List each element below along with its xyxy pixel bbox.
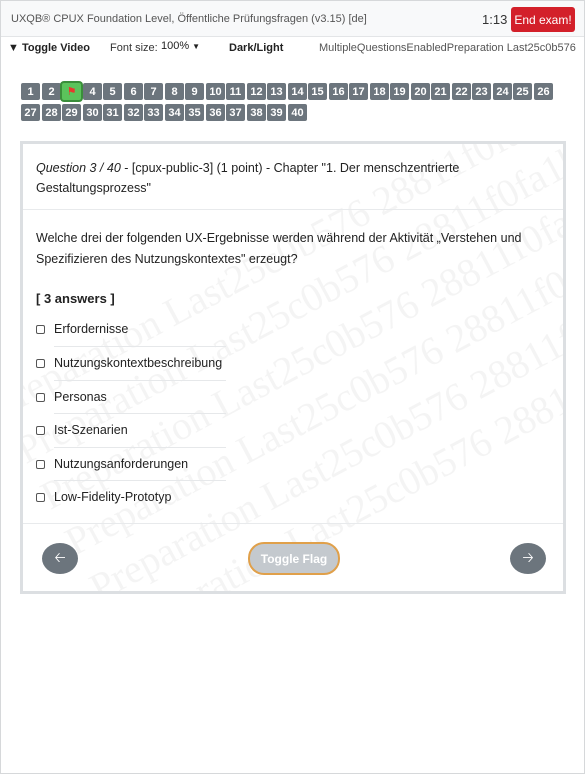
question-number: Question 3 / 40 xyxy=(36,161,121,175)
question-nav-button-27[interactable]: 27 xyxy=(21,104,40,121)
question-meta: - [cpux-public-3] (1 point) - Chapter "1. Der menschzentrierte Gestaltungsprozess" xyxy=(36,161,460,195)
question-nav-button-30[interactable]: 30 xyxy=(83,104,102,121)
checkbox[interactable] xyxy=(36,325,45,334)
question-nav-button-4[interactable]: 4 xyxy=(83,83,102,100)
question-nav-button-36[interactable]: 36 xyxy=(206,104,225,121)
question-nav-button-1[interactable]: 1 xyxy=(21,83,40,100)
question-nav-button-37[interactable]: 37 xyxy=(226,104,245,121)
question-nav-button-16[interactable]: 16 xyxy=(329,83,348,100)
next-question-button[interactable] xyxy=(510,543,546,574)
divider xyxy=(23,523,563,524)
answers-count: [ 3 answers ] xyxy=(36,291,115,306)
question-nav-button-40[interactable]: 40 xyxy=(288,104,307,121)
toggle-video-button[interactable]: ▼ Toggle Video xyxy=(8,42,90,54)
question-header xyxy=(23,144,563,210)
answer-option[interactable] xyxy=(36,312,226,346)
question-nav-button-25[interactable]: 25 xyxy=(513,83,532,100)
question-nav-button-29[interactable]: 29 xyxy=(62,104,81,121)
checkbox[interactable] xyxy=(36,359,45,368)
question-nav-button-26[interactable]: 26 xyxy=(534,83,553,100)
answer-label: Low-Fidelity-Prototyp xyxy=(54,490,172,504)
exam-title: UXQB® CPUX Foundation Level, Öffentliche Prüfungsfragen (v3.15) [de] xyxy=(11,13,367,25)
question-nav-button-3[interactable] xyxy=(62,83,81,100)
timer: 1:13 xyxy=(482,12,508,27)
question-nav-button-19[interactable]: 19 xyxy=(390,83,409,100)
end-exam-button[interactable]: End exam! xyxy=(511,7,575,32)
checkbox[interactable] xyxy=(36,493,45,502)
question-nav-button-2[interactable]: 2 xyxy=(42,83,61,100)
question-nav-button-24[interactable]: 24 xyxy=(493,83,512,100)
answer-option[interactable] xyxy=(36,447,226,481)
dark-light-toggle[interactable]: Dark/Light xyxy=(229,42,284,54)
previous-question-button[interactable] xyxy=(42,543,78,574)
question-card xyxy=(20,141,566,594)
question-nav-button-20[interactable]: 20 xyxy=(411,83,430,100)
question-text: Welche drei der folgenden UX-Ergebnisse werden während der Aktivität „Verstehen und Spezifizieren des Nutzungskontextes" erzeugt? xyxy=(36,231,522,266)
session-id: MultipleQuestionsEnabledPreparation Last25c0b576 xyxy=(319,42,576,54)
question-nav-button-14[interactable]: 14 xyxy=(288,83,307,100)
question-nav-button-13[interactable]: 13 xyxy=(267,83,286,100)
answer-label: Erfordernisse xyxy=(54,322,129,336)
answer-option[interactable] xyxy=(36,380,226,414)
question-nav-button-11[interactable]: 11 xyxy=(226,83,245,100)
question-nav-button-33[interactable]: 33 xyxy=(144,104,163,121)
question-nav-button-28[interactable]: 28 xyxy=(42,104,61,121)
chevron-down-icon: ▼ xyxy=(192,41,201,51)
question-nav-button-12[interactable]: 12 xyxy=(247,83,266,100)
checkbox[interactable] xyxy=(36,426,45,435)
toggle-flag-button[interactable]: Toggle Flag xyxy=(248,542,340,575)
answer-label: Nutzungsanforderungen xyxy=(54,457,189,471)
answer-label: Ist-Szenarien xyxy=(54,423,128,437)
checkbox[interactable] xyxy=(36,393,45,402)
answer-label: Personas xyxy=(54,390,107,404)
question-nav-button-7[interactable]: 7 xyxy=(144,83,163,100)
answer-option[interactable] xyxy=(36,480,226,514)
question-nav-button-17[interactable]: 17 xyxy=(349,83,368,100)
answer-label: Nutzungskontextbeschreibung xyxy=(54,356,223,370)
question-nav-button-34[interactable]: 34 xyxy=(165,104,184,121)
toolbar xyxy=(1,37,584,59)
question-nav-button-18[interactable]: 18 xyxy=(370,83,389,100)
font-size-label: Font size: xyxy=(110,42,158,54)
question-nav-button-21[interactable]: 21 xyxy=(431,83,450,100)
question-nav-button-8[interactable]: 8 xyxy=(165,83,184,100)
question-nav-button-10[interactable]: 10 xyxy=(206,83,225,100)
font-size-select[interactable] xyxy=(161,40,200,52)
question-nav-button-5[interactable]: 5 xyxy=(103,83,122,100)
top-bar xyxy=(1,1,584,37)
question-nav-button-32[interactable]: 32 xyxy=(124,104,143,121)
arrow-left-icon: 🡠 xyxy=(54,548,66,565)
question-nav-button-38[interactable]: 38 xyxy=(247,104,266,121)
checkbox[interactable] xyxy=(36,460,45,469)
arrow-right-icon: 🡢 xyxy=(522,548,534,565)
question-nav-button-31[interactable]: 31 xyxy=(103,104,122,121)
font-size-value: 100% xyxy=(161,40,190,52)
question-nav-button-35[interactable]: 35 xyxy=(185,104,204,121)
question-nav-button-6[interactable]: 6 xyxy=(124,83,143,100)
question-nav-button-39[interactable]: 39 xyxy=(267,104,286,121)
question-nav-button-15[interactable]: 15 xyxy=(308,83,327,100)
flag-icon: ⚑ xyxy=(66,86,77,98)
question-nav-button-23[interactable]: 23 xyxy=(472,83,491,100)
question-nav-button-9[interactable]: 9 xyxy=(185,83,204,100)
question-nav-button-22[interactable]: 22 xyxy=(452,83,471,100)
answer-option[interactable] xyxy=(36,413,226,447)
answer-option[interactable] xyxy=(36,346,226,380)
